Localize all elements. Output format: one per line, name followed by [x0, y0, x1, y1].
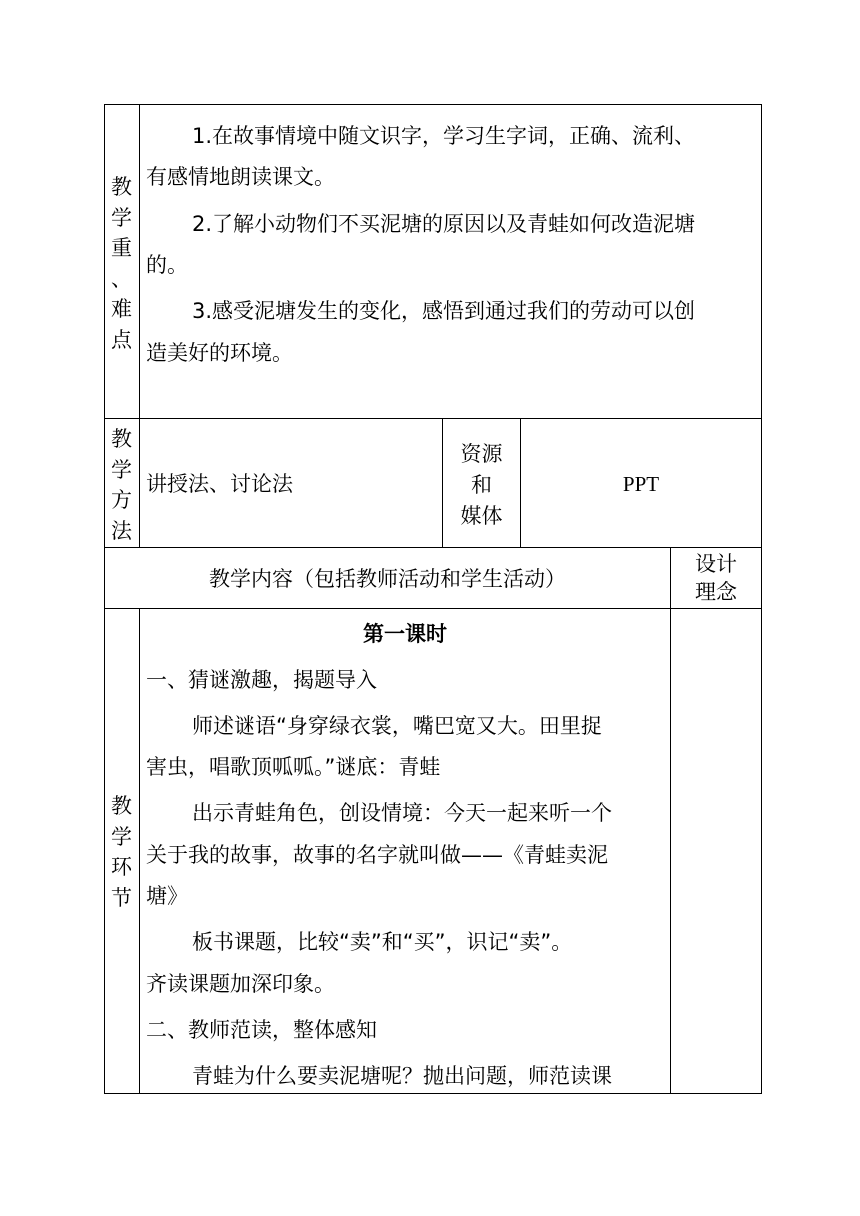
design-concept-header: 设计 理念: [695, 552, 737, 604]
key-point-line: 的。: [146, 253, 188, 277]
lesson-line: 师述谜语“身穿绿衣裳，嘴巴宽又大。田里捉: [192, 714, 602, 738]
lesson-line: 二、教师范读，整体感知: [146, 1018, 377, 1042]
label-column-divider-a: [139, 104, 140, 548]
key-points-label: 教 学 重 、 难 点: [111, 175, 132, 352]
key-point-line: 3.感受泥塘发生的变化，感悟到通过我们的劳动可以创: [192, 299, 696, 323]
row-divider-3: [104, 608, 762, 609]
resource-media-value: PPT: [622, 472, 660, 496]
key-point-line: 造美好的环境。: [146, 341, 293, 365]
teaching-methods-value: 讲授法、讨论法: [146, 472, 293, 496]
lesson-line: 一、猜谜激趣，揭题导入: [146, 668, 377, 692]
lesson-line: 塘》: [146, 884, 188, 908]
teaching-steps-label: 教 学 环 节: [111, 794, 132, 910]
table-border-bottom: [104, 1093, 762, 1094]
label-column-divider-b: [139, 608, 140, 1094]
lesson-title: 第一课时: [363, 622, 447, 646]
row-divider-2: [104, 547, 762, 548]
key-point-line: 2.了解小动物们不买泥塘的原因以及青蛙如何改造泥塘: [192, 212, 696, 236]
lesson-line: 害虫，唱歌顶呱呱。”谜底：青蛙: [146, 755, 441, 779]
teaching-content-header: 教学内容（包括教师活动和学生活动）: [209, 567, 566, 591]
teaching-method-label: 教 学 方 法: [111, 427, 132, 543]
resource-media-label: 资源 和 媒体: [460, 442, 503, 528]
design-column-divider: [670, 547, 671, 1094]
lesson-line: 青蛙为什么要卖泥塘呢？抛出问题，师范读课: [192, 1064, 612, 1088]
table-border-top: [104, 104, 762, 105]
lesson-line: 关于我的故事，故事的名字就叫做——《青蛙卖泥: [146, 843, 608, 867]
table-border-right: [761, 104, 762, 1094]
row-divider-1: [104, 418, 762, 419]
key-point-line: 1.在故事情境中随文识字，学习生字词，正确、流利、: [192, 124, 696, 148]
lesson-line: 出示青蛙角色，创设情境：今天一起来听一个: [192, 801, 612, 825]
key-point-line: 有感情地朗读课文。: [146, 165, 335, 189]
lesson-line: 齐读课题加深印象。: [146, 972, 335, 996]
lesson-line: 板书课题，比较“卖”和“买”，识记“卖”。: [192, 930, 573, 954]
